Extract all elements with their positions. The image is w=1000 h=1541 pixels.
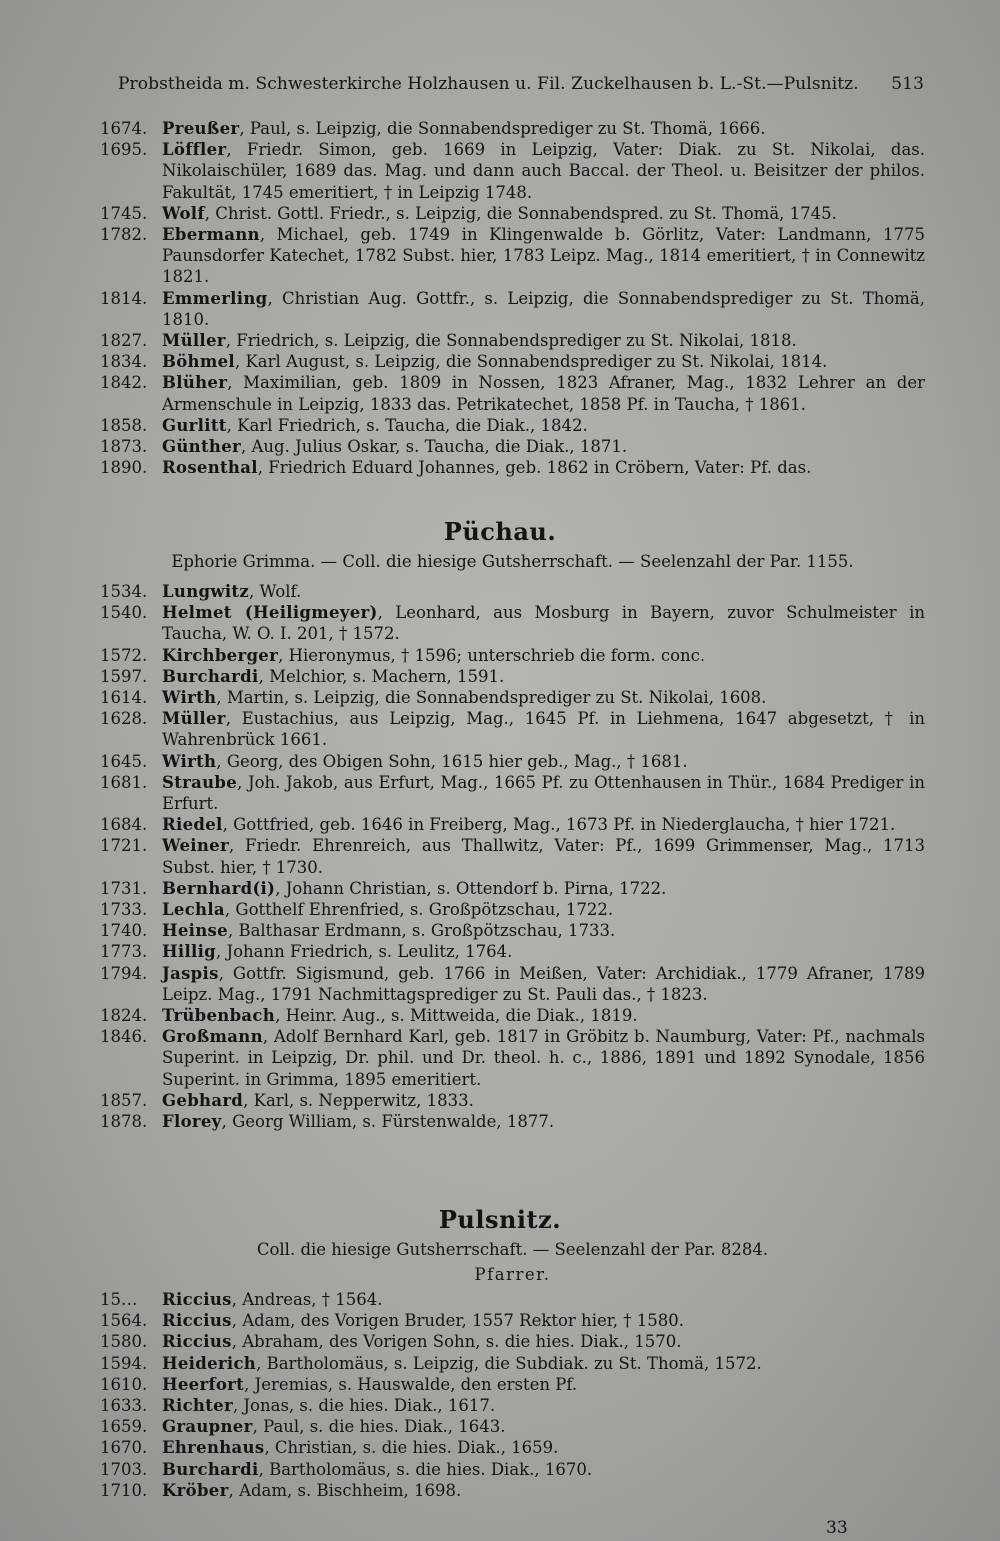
list-item [100,1090,925,1111]
entry-name: Günther [162,437,241,457]
entry-text: , Christian, s. die hies. Diak., 1659. [264,1438,559,1458]
entry-name: Großmann [162,1027,263,1047]
entry-year: 1814. [100,288,148,308]
entry-text: , Johann Christian, s. Ottendorf b. Pirna, 1722. [275,878,667,898]
list-item [100,1395,925,1416]
entry-text: , Friedr. Ehrenreich, aus Thallwitz, Vater: Pf., 1699 Grimmenser, Mag., 1713 Subst. hier, † 1730. [162,836,925,877]
list-item [100,139,925,203]
pulsnitz-list [100,1289,925,1501]
entry-year: 1564. [100,1311,148,1331]
list-item [100,224,925,288]
list-item [100,1005,925,1026]
entry-text: , Abraham, des Vorigen Sohn, s. die hies. Diak., 1570. [231,1332,682,1352]
list-item [100,941,925,962]
entry-name: Weiner [162,836,229,856]
section-subtitle-puechau: Ephorie Grimma. — Coll. die hiesige Gutsherrschaft. — Seelenzahl der Par. 1155. [171,552,854,571]
entry-year: 1610. [100,1374,148,1394]
entry-year: 1670. [100,1438,148,1458]
entry-text: , Martin, s. Leipzig, die Sonnabendsprediger zu St. Nikolai, 1608. [216,688,767,708]
entry-year: 1695. [100,140,148,160]
entry-body [162,751,925,772]
entry-year: 1858. [100,415,148,435]
entry-body [162,436,925,457]
entry-year: 1674. [100,119,148,138]
list-item [100,581,925,602]
list-item [100,645,925,666]
list-item [100,372,925,414]
entry-text: , Adam, des Vorigen Bruder, 1557 Rektor hier, † 1580. [231,1311,685,1331]
signature-mark: 33 [826,1518,848,1538]
entry-name: Trübenbach [162,1006,276,1026]
entry-name: Wolf [162,203,205,223]
list-item [100,330,925,351]
entry-text: , Paul, s. Leipzig, die Sonnabendsprediger zu St. Thomä, 1666. [239,119,766,138]
entry-text: , Eustachius, aus Leipzig, Mag., 1645 Pf. in Liehmena, 1647 abgesetzt, † in Wahrenbrück 1661. [162,709,925,750]
entry-year: 1873. [100,437,148,457]
list-item [100,415,925,436]
entry-body [162,203,925,224]
entry-body [162,1395,925,1416]
entry-text: , Friedrich Eduard Johannes, geb. 1862 in Cröbern, Vater: Pf. das. [257,458,812,478]
entry-year: 1628. [100,709,148,729]
entry-text: , Christian Aug. Gottfr., s. Leipzig, die Sonnabendsprediger zu St. Thomä, 1810. [162,288,925,329]
entry-text: , Bartholomäus, s. die hies. Diak., 1670. [258,1459,593,1479]
entry-text: , Gotthelf Ehrenfried, s. Großpötzschau, 1722. [224,900,614,920]
entry-year: 1794. [100,963,148,983]
list-item [100,118,925,139]
entry-text: , Leonhard, aus Mosburg in Bayern, zuvor Schulmeister in Taucha, W. O. I. 201, † 1572. [162,603,925,644]
entry-name: Gebhard [162,1090,244,1110]
list-item [100,835,925,877]
entry-text: , Karl August, s. Leipzig, die Sonnabendsprediger zu St. Nikolai, 1814. [234,352,828,372]
entry-name: Rosenthal [162,458,258,478]
entry-text: , Georg, des Obigen Sohn, 1615 hier geb., Mag., † 1681. [216,751,688,771]
entry-name: Straube [162,772,238,792]
entry-year: 1597. [100,666,148,686]
entry-body [162,415,925,436]
list-item [100,1310,925,1331]
entry-name: Hillig [162,942,216,962]
list-item [100,1353,925,1374]
entry-text: , Maximilian, geb. 1809 in Nossen, 1823 Afraner, Mag., 1832 Lehrer an der Armenschule in Leipzig, 1833 das. Petrikatechet, 1858 Pf. in Taucha, † 1861. [162,373,925,414]
entry-name: Preußer [162,119,240,138]
entry-name: Emmerling [162,288,268,308]
section-title-pulsnitz: Pulsnitz. [438,1205,562,1234]
entry-year: 1645. [100,751,148,771]
entry-body [162,835,925,877]
entry-name: Helmet (Heiligmeyer) [162,603,378,623]
entry-year: 1782. [100,225,148,245]
entry-body [162,1111,925,1132]
entry-text: , Friedr. Simon, geb. 1669 in Leipzig, Vater: Diak. zu St. Nikolai, das. Nikolaischüler, 1689 das. Mag. und dann auch Baccal. der Theol. u. Beisitzer der philos. Fakultät, 1745 emeritiert, † in Leipzig 1748. [162,140,925,202]
entry-name: Riedel [162,815,223,835]
entry-body [162,224,925,288]
page-number-top: 513 [891,74,924,94]
entry-name: Gurlitt [162,415,227,435]
puechau-list [100,581,925,1132]
list-item [100,1459,925,1480]
entry-text: , Gottfr. Sigismund, geb. 1766 in Meißen, Vater: Archidiak., 1779 Afraner, 1789 Leipz. Mag., 1791 Nachmittagsprediger zu St. Pauli das., † 1823. [162,963,925,1004]
entry-year: 1681. [100,772,148,792]
entry-body [162,288,925,330]
entry-body [162,878,925,899]
entry-text: , Gottfried, geb. 1646 in Freiberg, Mag., 1673 Pf. in Niederglaucha, † hier 1721. [222,815,896,835]
entry-text: , Karl, s. Nepperwitz, 1833. [243,1090,474,1110]
entry-name: Burchardi [162,1459,259,1479]
entry-body [162,1005,925,1026]
entry-name: Ehrenhaus [162,1438,265,1458]
list-item [100,1331,925,1352]
entry-name: Müller [162,331,226,351]
entry-body [162,1090,925,1111]
entry-text: , Heinr. Aug., s. Mittweida, die Diak., 1819. [275,1006,638,1026]
entry-year: 1659. [100,1417,148,1437]
list-item [100,899,925,920]
entry-body [162,581,925,602]
entry-name: Jaspis [162,963,219,983]
list-item [100,1416,925,1437]
entry-name: Bernhard(i) [162,878,276,898]
entry-body [162,602,925,644]
list-item [100,351,925,372]
entry-body [162,139,925,203]
list-item [100,666,925,687]
list-item [100,920,925,941]
entry-name: Richter [162,1396,233,1416]
list-item [100,1026,925,1090]
entry-name: Heerfort [162,1374,245,1394]
entry-body [162,457,925,478]
entry-text: , Jonas, s. die hies. Diak., 1617. [232,1396,496,1416]
entry-name: Löffler [162,140,227,160]
entry-year: 1580. [100,1332,148,1352]
entry-name: Riccius [162,1290,232,1309]
entry-year: 1534. [100,582,148,601]
entry-body [162,708,925,750]
entry-name: Wirth [162,751,217,771]
entry-name: Müller [162,709,226,729]
entry-body [162,1374,925,1395]
entry-name: Ebermann [162,225,260,245]
entry-name: Riccius [162,1332,232,1352]
entry-body [162,899,925,920]
entry-text: , Hieronymus, † 1596; unterschrieb die form. conc. [278,645,706,665]
list-item [100,436,925,457]
entry-year: 1721. [100,836,148,856]
entry-text: , Johann Friedrich, s. Leulitz, 1764. [216,942,513,962]
entry-year: 1890. [100,458,148,478]
entry-body [162,330,925,351]
list-item [100,751,925,772]
entry-year: 1733. [100,900,148,920]
entry-year: 1614. [100,688,148,708]
entry-body [162,1437,925,1458]
entry-year: 1540. [100,603,148,623]
list-item [100,1437,925,1458]
entry-text: , Bartholomäus, s. Leipzig, die Subdiak. zu St. Thomä, 1572. [256,1353,762,1373]
entry-body [162,1310,925,1331]
entry-year: 1824. [100,1006,148,1026]
entry-body [162,772,925,814]
list-item [100,288,925,330]
entry-year: 1633. [100,1396,148,1416]
entry-body [162,814,925,835]
list-item [100,687,925,708]
list-item [100,203,925,224]
entry-name: Lungwitz [162,582,249,601]
entry-year: 1834. [100,352,148,372]
entry-year: 1572. [100,645,148,665]
entry-name: Heiderich [162,1353,257,1373]
entry-body [162,372,925,414]
list-item [100,708,925,750]
entry-name: Böhmel [162,352,235,372]
entry-body [162,1459,925,1480]
entry-year: 15… [100,1290,138,1309]
entry-name: Kirchberger [162,645,279,665]
entry-name: Blüher [162,373,228,393]
entry-year: 1745. [100,203,148,223]
entry-body [162,963,925,1005]
entry-year: 1710. [100,1480,148,1500]
entry-body [162,1353,925,1374]
list-item [100,457,925,478]
entry-text: , Melchior, s. Machern, 1591. [258,666,505,686]
section-title-puechau: Püchau. [443,517,557,546]
entry-name: Florey [162,1112,222,1132]
entry-text: , Adolf Bernhard Karl, geb. 1817 in Gröbitz b. Naumburg, Vater: Pf., nachmals Superint. in Leipzig, Dr. phil. und Dr. theol. h. c., 1886, 1891 und 1892 Synodale, 1856 Superint. in Grimma, 1895 emeritiert. [162,1027,925,1089]
entry-text: , Jeremias, s. Hauswalde, den ersten Pf. [244,1374,578,1394]
section-subtitle-pulsnitz: Coll. die hiesige Gutsherrschaft. — Seelenzahl der Par. 8284. [256,1240,769,1259]
running-head-title: Probstheida m. Schwesterkirche Holzhausen u. Fil. Zuckelhausen b. L.-St.—Pulsnitz. [118,74,859,94]
entry-body [162,1331,925,1352]
list-item [100,1480,925,1501]
entry-year: 1857. [100,1090,148,1110]
entry-text: , Joh. Jakob, aus Erfurt, Mag., 1665 Pf. zu Ottenhausen in Thür., 1684 Prediger in Erfurt. [162,772,925,814]
entry-year: 1684. [100,815,148,835]
entry-body [162,687,925,708]
entry-year: 1731. [100,878,148,898]
entry-body [162,645,925,666]
entry-year: 1740. [100,921,148,941]
entry-text: , Friedrich, s. Leipzig, die Sonnabendsprediger zu St. Nikolai, 1818. [225,331,797,351]
entry-year: 1594. [100,1353,148,1373]
entry-text: , Andreas, † 1564. [231,1290,383,1309]
list-item [100,1111,925,1132]
entry-text: , Paul, s. die hies. Diak., 1643. [252,1417,506,1437]
running-head [118,74,924,94]
entry-text: , Wolf. [249,582,302,601]
entry-text: , Christ. Gottl. Friedr., s. Leipzig, die Sonnabendspred. zu St. Thomä, 1745. [204,203,837,223]
entry-body [162,118,925,139]
entry-year: 1703. [100,1459,148,1479]
entry-text: , Adam, s. Bischheim, 1698. [228,1480,462,1500]
list-item [100,772,925,814]
entry-body [162,666,925,687]
entry-year: 1827. [100,331,148,351]
entry-name: Graupner [162,1417,253,1437]
subheading-pfarrer: Pfarrer. [474,1265,551,1284]
entry-name: Heinse [162,921,228,941]
entry-text: , Georg William, s. Fürstenwalde, 1877. [221,1112,555,1132]
entry-body [162,1289,925,1310]
entry-body [162,1026,925,1090]
entry-name: Kröber [162,1480,229,1500]
entry-name: Burchardi [162,666,259,686]
entry-name: Lechla [162,900,225,920]
list-item [100,878,925,899]
probstheida-list [100,118,925,478]
entry-year: 1878. [100,1112,148,1132]
entry-body [162,941,925,962]
entry-name: Wirth [162,688,217,708]
list-item [100,1289,925,1310]
entry-body [162,920,925,941]
entry-name: Riccius [162,1311,232,1331]
entry-text: , Balthasar Erdmann, s. Großpötzschau, 1733. [227,921,616,941]
list-item [100,963,925,1005]
entry-text: , Aug. Julius Oskar, s. Taucha, die Diak., 1871. [241,437,628,457]
list-item [100,814,925,835]
entry-body [162,351,925,372]
entry-year: 1773. [100,942,148,962]
entry-text: , Karl Friedrich, s. Taucha, die Diak., 1842. [226,415,588,435]
list-item [100,602,925,644]
entry-year: 1846. [100,1027,148,1047]
entry-year: 1842. [100,373,148,393]
entry-text: , Michael, geb. 1749 in Klingenwalde b. Görlitz, Vater: Landmann, 1775 Paunsdorfer Katechet, 1782 Subst. hier, 1783 Leipz. Mag., 1814 emeritiert, † in Connewitz 1821. [162,225,925,287]
entry-body [162,1480,925,1501]
entry-body [162,1416,925,1437]
list-item [100,1374,925,1395]
